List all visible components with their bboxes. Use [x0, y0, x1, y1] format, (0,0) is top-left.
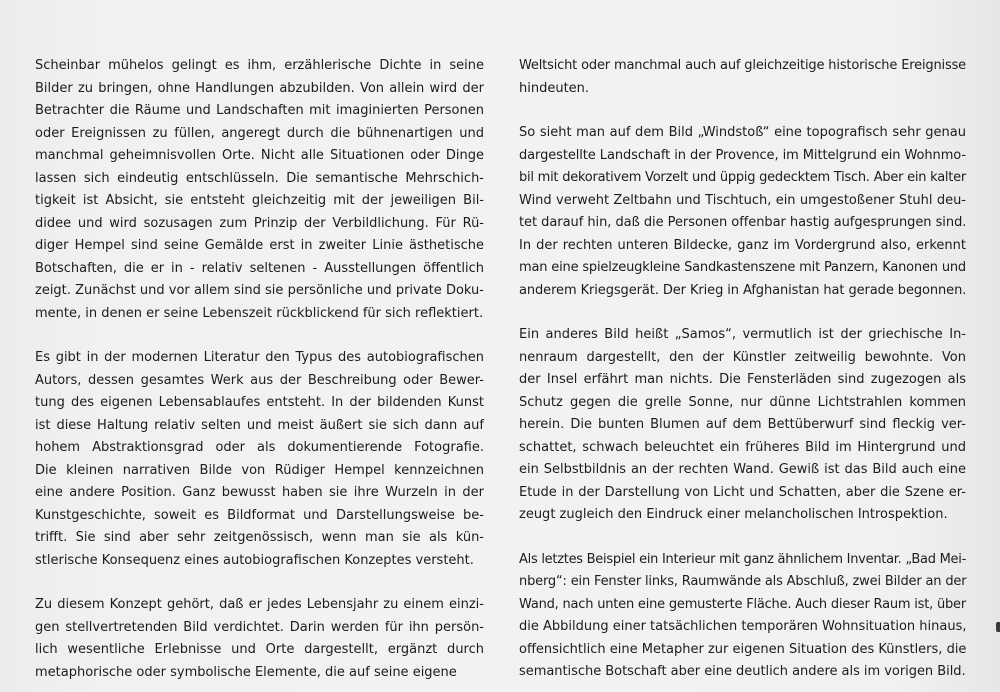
text-line: Botschaften, die er in - relativ seltenen - Ausstellungen öffentlich	[35, 260, 484, 276]
text-line: Es gibt in der modernen Literatur den Typus des autobiografischen	[35, 350, 484, 365]
text-line: zeugt zugleich den Eindruck einer melancholischen Introspektion.	[519, 507, 948, 522]
text-line: herein. Die bunten Blumen auf dem Bettüberwurf sind fleckig ver-	[519, 417, 966, 432]
text-line: der Insel erfährt man nichts. Die Fensterläden sind zugezogen als	[519, 372, 966, 387]
text-line: Autors, dessen gesamtes Werk aus der Beschreibung oder Bewer-	[35, 372, 484, 388]
text-line: lich wesentliche Erlebnisse und Orte dargestellt, ergänzt durch	[35, 642, 484, 657]
text-line: Wind verweht Zeltbahn und Tischtuch, ein umgestoßener Stuhl deu-	[519, 192, 966, 208]
text-line: dargestellte Landschaft in der Provence, im Mittelgrund ein Wohnmo-	[519, 147, 966, 163]
text-line: gen stellvertretenden Bild verdichtet. Darin werden für ihn persön-	[35, 619, 484, 635]
right-text-column	[519, 55, 966, 684]
text-line: In der rechten unteren Bildecke, ganz im Vordergrund also, erkennt	[519, 237, 966, 253]
text-line: Bilder zu bringen, ohne Handlungen abzubilden. Von allein wird der	[35, 80, 484, 96]
text-line: die Abbildung einer tatsächlichen temporären Wohnsituation hinaus,	[519, 619, 967, 634]
left-column-paragraph-1	[35, 55, 484, 325]
text-line: eine andere Position. Ganz bewusst haben sie ihre Wurzeln in der	[35, 485, 484, 500]
text-line: man eine spielzeugkleine Sandkastenszene mit Panzern, Kanonen und	[519, 260, 966, 275]
left-column-paragraph-3	[35, 594, 484, 684]
paragraph-gap	[519, 302, 966, 324]
text-line: So sieht man auf dem Bild „Windstoß“ eine topografisch sehr genau	[519, 125, 966, 140]
text-line: Als letztes Beispiel ein Interieur mit ganz ähnlichem Inventar. „Bad Mei-	[519, 551, 966, 567]
paragraph-gap	[519, 100, 966, 122]
text-line: Die kleinen narrativen Bilde von Rüdiger Hempel kennzeichnen	[35, 462, 484, 478]
text-line: tung des eigenen Lebensablaufes entsteht. In der bildenden Kunst	[35, 395, 484, 410]
text-line: Etude in der Darstellung von Licht und Schatten, aber die Szene er-	[519, 484, 966, 500]
right-column-paragraph-4	[519, 549, 966, 684]
text-line: metaphorische oder symbolische Elemente, die auf seine eigene	[35, 664, 457, 680]
text-line: lassen sich eindeutig entschlüsseln. Die semantische Mehrschich-	[35, 170, 484, 186]
page-edge-mark	[996, 622, 1000, 632]
text-line: oder Ereignissen zu füllen, angeregt durch die bühnenartigen und	[35, 125, 484, 141]
text-line: zeigt. Zunächst und vor allem sind sie persönliche und private Doku-	[35, 283, 484, 298]
paragraph-gap	[519, 527, 966, 549]
text-line: didee und wird sozusagen zum Prinzip der Verbildlichung. Für Rü-	[35, 215, 484, 231]
text-line: trifft. Sie sind aber sehr zeitgenössisch, wenn man sie als kün-	[35, 530, 484, 545]
text-line: Wand, nach unten eine gemusterte Fläche. Auch dieser Raum ist, über	[519, 596, 966, 612]
paragraph-gap	[35, 325, 484, 347]
text-line: diger Hempel sind seine Gemälde erst in zweiter Linie ästhetische	[35, 238, 484, 253]
text-line: Ein anderes Bild heißt „Samos“, vermutlich ist der griechische In-	[519, 327, 966, 342]
text-line: bil mit dekorativem Vorzelt und üppig gedecktem Tisch. Aber ein kalter	[519, 170, 966, 185]
text-line: tigkeit ist Absicht, sie entsteht gleichzeitig mit der jeweiligen Bil-	[35, 193, 484, 208]
text-line: mente, in denen er seine Lebenszeit rückblickend für sich reflektiert.	[35, 305, 484, 321]
text-line: tet darauf hin, daß die Personen offenbar hastig aufgesprungen sind.	[519, 215, 967, 230]
left-text-column	[35, 55, 484, 684]
text-line: ein Selbstbildnis an der rechten Wand. Gewiß ist das Bild auch eine	[519, 462, 966, 477]
text-line: anderem Kriegsgerät. Der Krieg in Afghanistan hat gerade begonnen.	[519, 282, 967, 298]
text-line: hohem Abstraktionsgrad oder als dokumentierende Fotografie.	[35, 440, 484, 455]
text-line: offensichtlich eine Metapher zur eigenen Situation des Künstlers, die	[519, 641, 967, 657]
text-line: semantische Botschaft aber eine deutlich andere als im vorigen Bild.	[519, 664, 966, 679]
text-line: Betrachter die Räume und Landschaften mit imaginierten Personen	[35, 103, 484, 118]
right-column-paragraph-2	[519, 122, 966, 302]
text-line: manchmal geheimnisvollen Orte. Nicht alle Situationen oder Dinge	[35, 148, 484, 163]
text-line: nenraum dargestellt, den der Künstler zeitweilig bewohnte. Von	[519, 349, 966, 365]
text-line: ist diese Haltung relativ selten und meist äußert sie sich dann auf	[35, 417, 484, 433]
text-line: hindeuten.	[519, 80, 590, 96]
text-line: stlerische Konsequenz eines autobiografischen Konzeptes versteht.	[35, 552, 474, 568]
text-line: Kunstgeschichte, soweit es Bildformat und Darstellungsweise be-	[35, 507, 484, 523]
text-line: Zu diesem Konzept gehört, daß er jedes Lebensjahr zu einem einzi-	[35, 597, 484, 612]
text-line: Scheinbar mühelos gelingt es ihm, erzählerische Dichte in seine	[35, 58, 484, 73]
text-line: nberg“: ein Fenster links, Raumwände als Abschluß, zwei Bilder an der	[519, 574, 967, 589]
right-column-paragraph-1	[519, 55, 966, 100]
text-line: Schutz gegen die grelle Sonne, nur dünne Lichtstrahlen kommen	[519, 394, 966, 410]
left-column-paragraph-2	[35, 347, 484, 572]
text-line: Weltsicht oder manchmal auch auf gleichzeitige historische Ereignisse	[519, 58, 966, 73]
right-column-paragraph-3	[519, 324, 966, 527]
text-line: schattet, schwach beleuchtet ein früheres Bild im Hintergrund und	[519, 439, 966, 455]
paragraph-gap	[35, 572, 484, 594]
